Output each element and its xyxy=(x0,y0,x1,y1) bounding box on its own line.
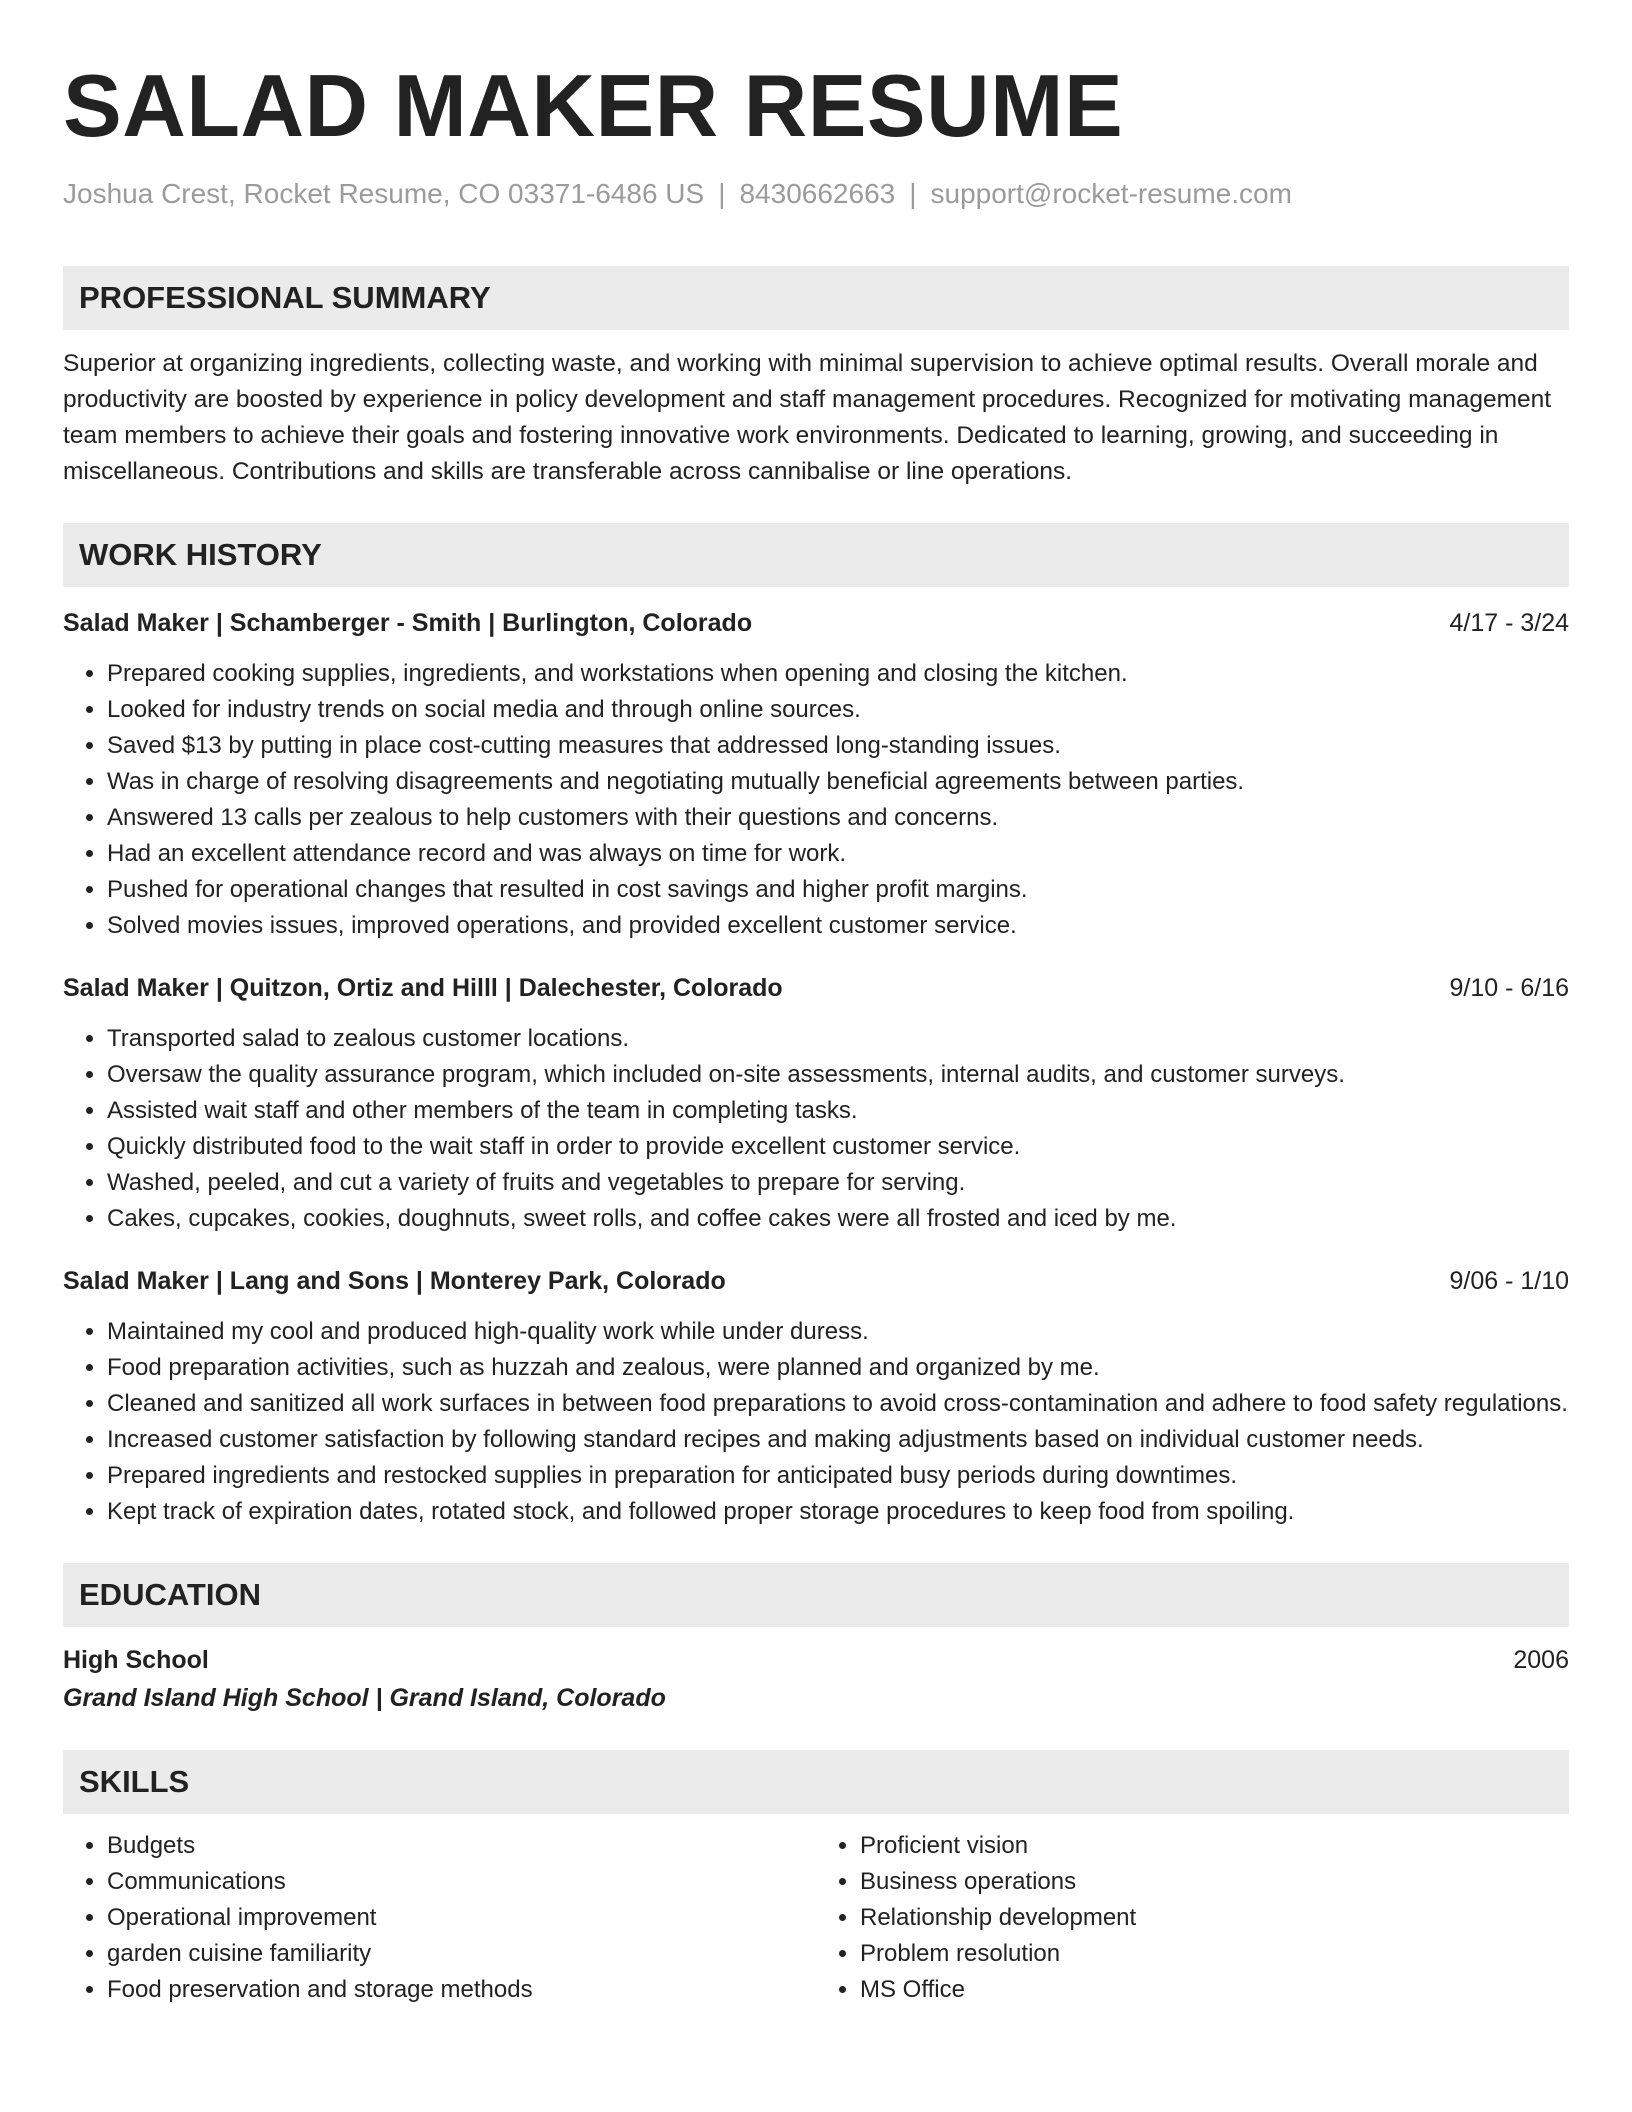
education-year: 2006 xyxy=(1513,1646,1569,1674)
resume-title: SALAD MAKER RESUME xyxy=(63,56,1124,155)
contact-line xyxy=(63,176,1569,212)
job-entry xyxy=(63,970,1569,1237)
education-school: Grand Island High School | Grand Island, Colorado xyxy=(63,1684,666,1712)
list-item: • Oversaw the quality assurance program, which included on-site assessments, internal audits, and customer surveys. xyxy=(107,1057,1569,1093)
list-item: • Had an excellent attendance record and was always on time for work. xyxy=(107,836,1569,872)
job-title: Salad Maker | Schamberger - Smith | Burlington, Colorado xyxy=(63,609,753,637)
job-title: Salad Maker | Lang and Sons | Monterey Park, Colorado xyxy=(63,1267,726,1295)
list-item: • Prepared cooking supplies, ingredients, and workstations when opening and closing the kitchen. xyxy=(107,656,1569,692)
list-item: • MS Office xyxy=(860,1972,1569,2008)
list-item: • Solved movies issues, improved operations, and provided excellent customer service. xyxy=(107,908,1569,944)
list-item: • Maintained my cool and produced high-quality work while under duress. xyxy=(107,1314,1569,1350)
list-item: • Proficient vision xyxy=(860,1828,1569,1864)
list-item: • Food preservation and storage methods xyxy=(107,1972,816,2008)
list-item: • Increased customer satisfaction by following standard recipes and making adjustments based on individual customer needs. xyxy=(107,1422,1569,1458)
list-item: • Communications xyxy=(107,1864,816,1900)
education-degree: High School xyxy=(63,1646,209,1674)
job-dates: 9/06 - 1/10 xyxy=(1449,1267,1569,1295)
job-entry xyxy=(63,1263,1569,1530)
job-bullets xyxy=(63,1314,1569,1530)
job-dates: 9/10 - 6/16 xyxy=(1449,974,1569,1002)
list-item: • Cleaned and sanitized all work surfaces in between food preparations to avoid cross-contamination and adhere to food safety regulations. xyxy=(107,1386,1569,1422)
list-item: • Business operations xyxy=(860,1864,1569,1900)
job-header xyxy=(63,1263,1569,1299)
list-item: • Looked for industry trends on social media and through online sources. xyxy=(107,692,1569,728)
job-header xyxy=(63,605,1569,641)
job-entry xyxy=(63,605,1569,944)
contact-separator: | xyxy=(718,178,726,209)
list-item: • Operational improvement xyxy=(107,1900,816,1936)
list-item: • Transported salad to zealous customer locations. xyxy=(107,1021,1569,1057)
list-item: • Budgets xyxy=(107,1828,816,1864)
list-item: • Quickly distributed food to the wait staff in order to provide excellent customer service. xyxy=(107,1129,1569,1165)
contact-separator: | xyxy=(909,178,917,209)
education-entry xyxy=(63,1641,1569,1717)
section-heading-skills: SKILLS xyxy=(63,1750,1569,1814)
contact-address: Joshua Crest, Rocket Resume, CO 03371-6486 US xyxy=(63,178,705,209)
section-heading-work: WORK HISTORY xyxy=(63,523,1569,587)
skills-columns xyxy=(63,1828,1569,2008)
list-item: • Washed, peeled, and cut a variety of fruits and vegetables to prepare for serving. xyxy=(107,1165,1569,1201)
job-header xyxy=(63,970,1569,1006)
summary-text: Superior at organizing ingredients, collecting waste, and working with minimal supervision to achieve optimal results. Overall morale and productivity are boosted by experience in policy development and staff management procedures. Recognized for motivating management team members to achieve their goals and fostering innovative work environments. Dedicated to learning, growing, and succeeding in miscellaneous. Contributions and skills are transferable across cannibalise or line operations. xyxy=(63,350,1552,485)
skills-list-left xyxy=(63,1828,816,2008)
list-item: • Was in charge of resolving disagreements and negotiating mutually beneficial agreements between parties. xyxy=(107,764,1569,800)
section-heading-education: EDUCATION xyxy=(63,1563,1569,1627)
list-item: • Assisted wait staff and other members of the team in completing tasks. xyxy=(107,1093,1569,1129)
job-title: Salad Maker | Quitzon, Ortiz and Hilll | Dalechester, Colorado xyxy=(63,974,783,1002)
section-heading-summary: PROFESSIONAL SUMMARY xyxy=(63,266,1569,330)
list-item: • Cakes, cupcakes, cookies, doughnuts, sweet rolls, and coffee cakes were all frosted and iced by me. xyxy=(107,1201,1569,1237)
list-item: • Relationship development xyxy=(860,1900,1569,1936)
list-item: • Prepared ingredients and restocked supplies in preparation for anticipated busy periods during downtimes. xyxy=(107,1458,1569,1494)
list-item: • Problem resolution xyxy=(860,1936,1569,1972)
list-item: • Kept track of expiration dates, rotated stock, and followed proper storage procedures to keep food from spoiling. xyxy=(107,1494,1569,1530)
contact-email: support@rocket-resume.com xyxy=(930,178,1292,209)
list-item: • Saved $13 by putting in place cost-cutting measures that addressed long-standing issues. xyxy=(107,728,1569,764)
education-header xyxy=(63,1641,1569,1679)
list-item: • garden cuisine familiarity xyxy=(107,1936,816,1972)
job-bullets xyxy=(63,1021,1569,1237)
list-item: • Food preparation activities, such as huzzah and zealous, were planned and organized by me. xyxy=(107,1350,1569,1386)
list-item: • Pushed for operational changes that resulted in cost savings and higher profit margins. xyxy=(107,872,1569,908)
job-dates: 4/17 - 3/24 xyxy=(1449,609,1569,637)
list-item: • Answered 13 calls per zealous to help customers with their questions and concerns. xyxy=(107,800,1569,836)
contact-phone: 8430662663 xyxy=(739,178,896,209)
job-bullets xyxy=(63,656,1569,944)
skills-list-right xyxy=(816,1828,1569,2008)
